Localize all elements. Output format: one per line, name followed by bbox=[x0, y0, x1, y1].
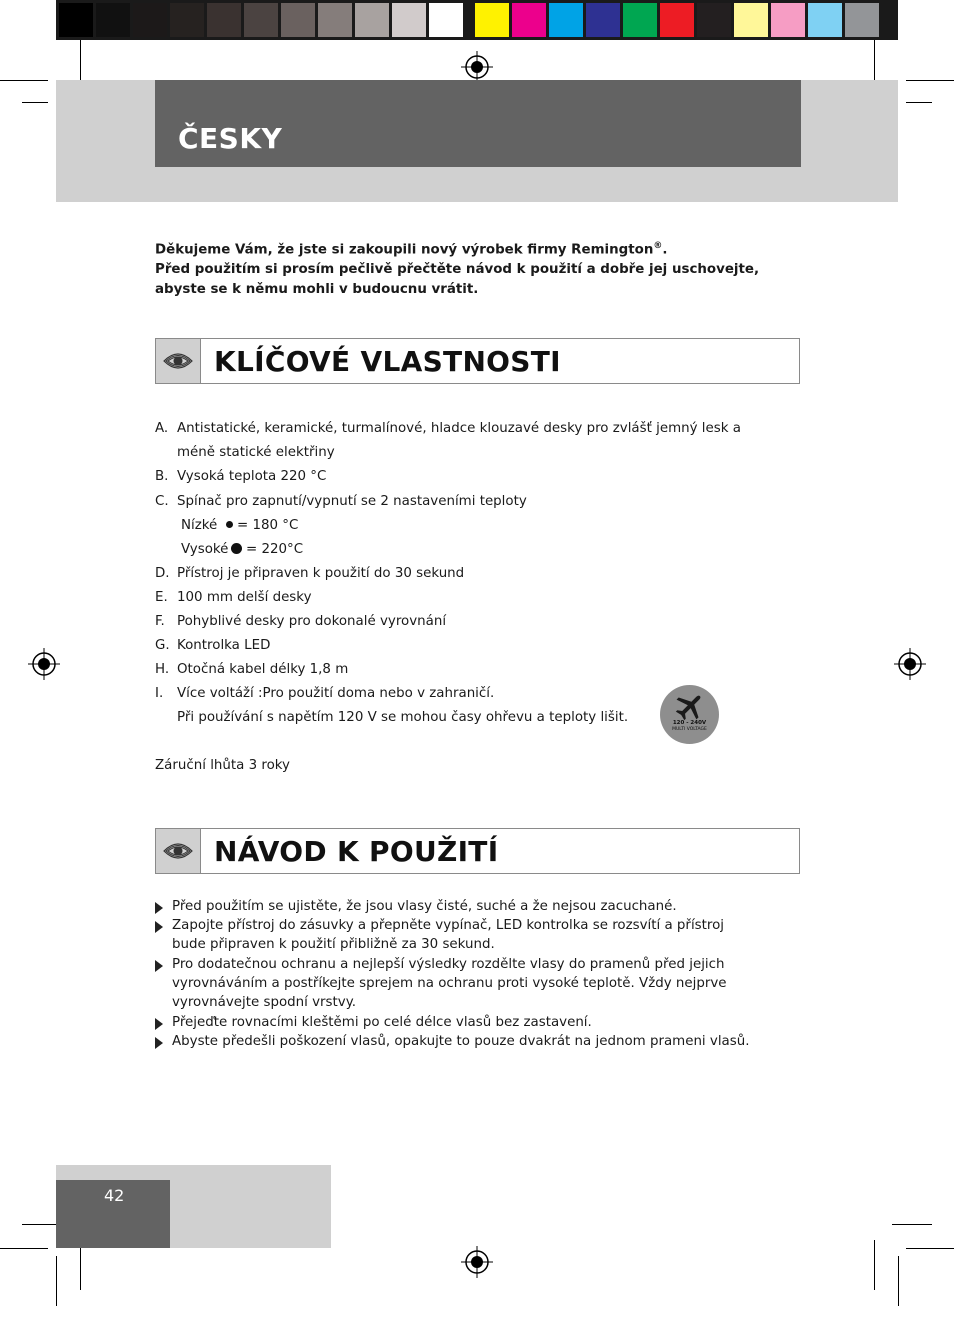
process-color-swatch bbox=[623, 3, 657, 37]
gray-swatch bbox=[392, 3, 426, 37]
list-item: Zapojte přístroj do zásuvky a přepněte vypínač, LED kontrolka se rozsvítí a přístroj bude připraven k použití přibližně za 30 sekund. bbox=[155, 916, 765, 954]
intro-text: Děkujeme Vám, že jste si zakoupili nový výrobek firmy Remington®. Před použitím si prosím pečlivě přečtěte návod k použití a dobře jej uschovejte, abyste se k němu mohli v budoucnu vrátit. bbox=[155, 241, 760, 298]
gray-swatch bbox=[355, 3, 389, 37]
gray-swatch bbox=[96, 3, 130, 37]
registration-mark-icon bbox=[894, 648, 926, 680]
gray-swatch bbox=[429, 3, 463, 37]
process-color-swatch bbox=[586, 3, 620, 37]
process-color-swatch bbox=[660, 3, 694, 37]
section-title: KLÍČOVÉ VLASTNOSTI bbox=[214, 345, 561, 378]
list-item: F. Pohyblivé desky pro dokonalé vyrovnání bbox=[155, 614, 447, 629]
process-color-swatch bbox=[734, 3, 768, 37]
gray-swatch bbox=[281, 3, 315, 37]
triangle-bullet-icon bbox=[155, 960, 163, 972]
page-number: 42 bbox=[104, 1186, 125, 1205]
registration-mark-icon bbox=[461, 51, 493, 83]
list-item-continuation: Při používání s napětím 120 V se mohou časy ohřevu a teploty lišit. bbox=[177, 710, 629, 725]
dot-large-icon bbox=[231, 543, 242, 554]
temperature-low: Nízké = 180 °C bbox=[181, 518, 299, 533]
dot-small-icon bbox=[226, 521, 233, 528]
temperature-high: Vysoké = 220°C bbox=[181, 542, 304, 557]
gray-swatch bbox=[318, 3, 352, 37]
list-item: Pro dodatečnou ochranu a nejlepší výsledky rozdělte vlasy do pramenů před jejich vyrovnáváním a postříkejte sprejem na ochranu proti vysoké teplotě. Vždy nejprve vyrovnávejte spodní vrstvy. bbox=[155, 955, 765, 1012]
gray-swatch bbox=[170, 3, 204, 37]
eye-icon bbox=[156, 339, 201, 383]
process-color-swatch bbox=[512, 3, 546, 37]
page-title: ČESKY bbox=[178, 122, 283, 155]
process-color-swatch bbox=[808, 3, 842, 37]
gray-swatch bbox=[59, 3, 93, 37]
triangle-bullet-icon bbox=[155, 1018, 163, 1030]
list-item: I. Více voltáží :Pro použití doma nebo v zahraničí. bbox=[155, 686, 495, 701]
registration-mark-icon bbox=[28, 648, 60, 680]
list-item: H. Otočná kabel délky 1,8 m bbox=[155, 662, 349, 677]
list-item-continuation: méně statické elektřiny bbox=[177, 445, 335, 460]
list-item: Abyste předešli poškození vlasů, opakujte to pouze dvakrát na jednom prameni vlasů. bbox=[155, 1032, 795, 1051]
section-header-features bbox=[155, 338, 800, 384]
process-color-swatch bbox=[771, 3, 805, 37]
airplane-icon bbox=[672, 690, 708, 722]
list-item: G. Kontrolka LED bbox=[155, 638, 271, 653]
gray-swatch bbox=[244, 3, 278, 37]
process-color-swatch bbox=[475, 3, 509, 37]
process-color-swatch bbox=[697, 3, 731, 37]
header-title-box bbox=[155, 80, 801, 167]
list-item: Před použitím se ujistěte, že jsou vlasy čisté, suché a že nejsou zacuchané. bbox=[155, 897, 765, 916]
section-title: NÁVOD K POUŽITÍ bbox=[214, 835, 499, 868]
triangle-bullet-icon bbox=[155, 1037, 163, 1049]
triangle-bullet-icon bbox=[155, 921, 163, 933]
color-calibration-bar bbox=[56, 0, 898, 40]
list-item: Přejeďte rovnacími kleštěmi po celé délce vlasů bez zastavení. bbox=[155, 1013, 765, 1032]
triangle-bullet-icon bbox=[155, 902, 163, 914]
section-header-usage bbox=[155, 828, 800, 874]
list-item: B. Vysoká teplota 220 °C bbox=[155, 469, 327, 484]
multi-voltage-badge: 120 - 240V MULTI VOLTAGE bbox=[660, 685, 719, 744]
list-item: C. Spínač pro zapnutí/vypnutí se 2 nastaveními teploty bbox=[155, 494, 527, 509]
list-item: E. 100 mm delší desky bbox=[155, 590, 312, 605]
process-color-swatch bbox=[549, 3, 583, 37]
list-item: D. Přístroj je připraven k použití do 30 sekund bbox=[155, 566, 465, 581]
gray-swatch bbox=[207, 3, 241, 37]
warranty-text: Záruční lhůta 3 roky bbox=[155, 758, 290, 773]
list-item: A. Antistatické, keramické, turmalínové, hladce klouzavé desky pro zvlášť jemný lesk a bbox=[155, 421, 741, 436]
footer-page-box bbox=[56, 1180, 170, 1248]
gray-swatch bbox=[133, 3, 167, 37]
eye-icon bbox=[156, 829, 201, 873]
registration-mark-icon bbox=[461, 1246, 493, 1278]
process-color-swatch bbox=[845, 3, 879, 37]
